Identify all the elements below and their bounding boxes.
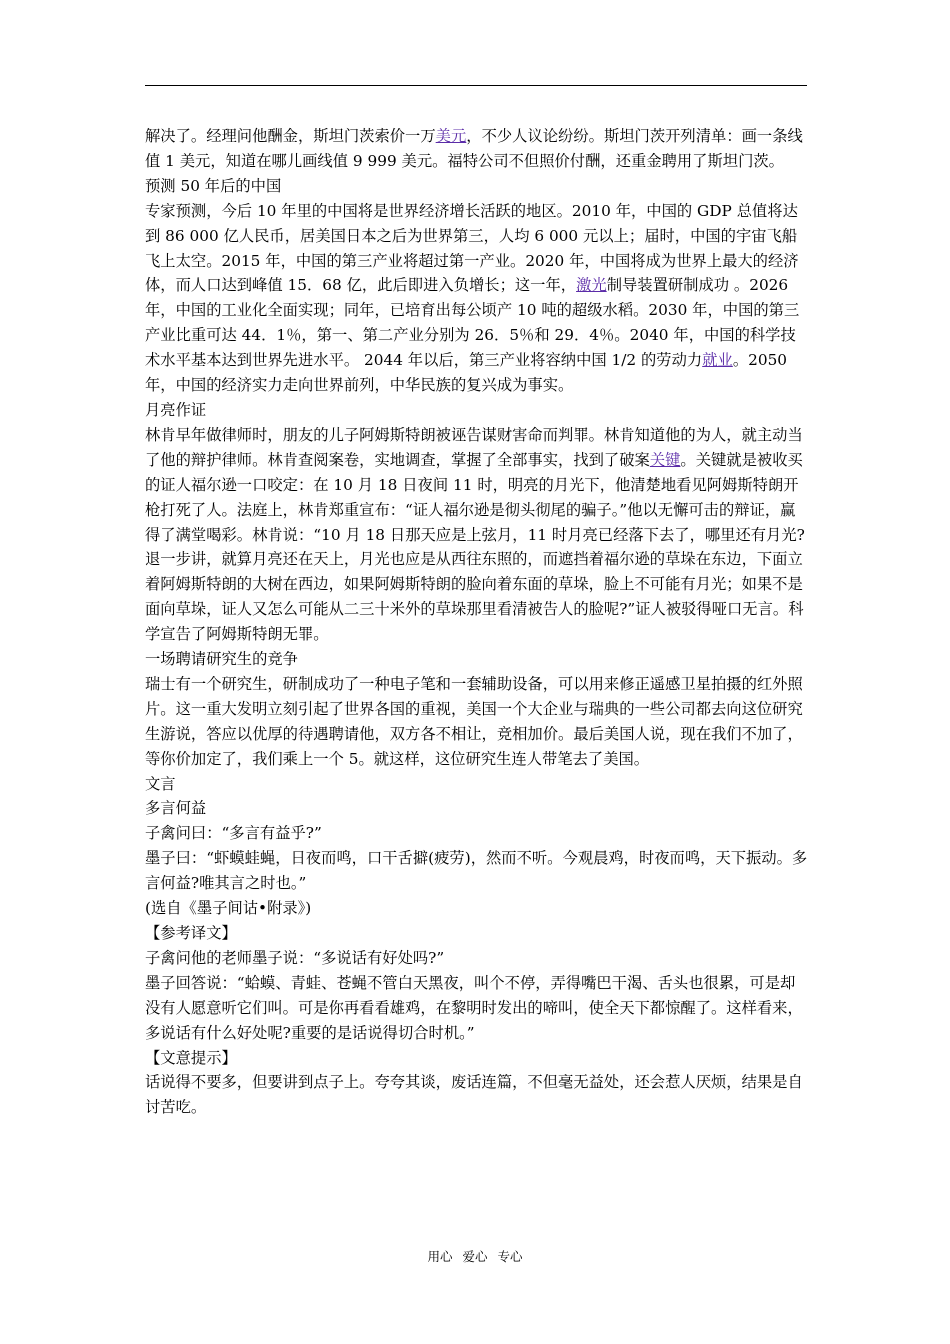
paragraph-moon-witness: 林肯早年做律师时，朋友的儿子阿姆斯特朗被诬告谋财害命而判罪。林肯知道他的为人，就主动当了他的辩护律师。林肯查阅案卷，实地调查，掌握了全部事实，找到了破案关键。关键就是被收买的证人福尔逊一口咬定：在 10 月 18 日夜间 11 时，明亮的月光下，他清楚地看见阿姆斯特朗开枪打死了人。法庭上，林肯郑重宣布：“证人福尔逊是彻头彻尾的骗子。”他以无懈可击的辩证，赢得了满堂喝彩。林肯说：“10 月 18 日那天应是上弦月，11 时月亮已经落下去了，哪里还有月光?退一步讲，就算月亮还在天上，月光也应是从西往东照的，而遮挡着福尔逊的草垛在东边，下面立着阿姆斯特朗的大树在西边，如果阿姆斯特朗的脸向着东面的草垛，脸上不可能有月光；如果不是面向草垛，证人又怎么可能从二三十米外的草垛那里看清被告人的脸呢?”证人被驳得哑口无言。科学宣告了阿姆斯特朗无罪。 xyxy=(145,425,805,644)
paragraph-source: (选自《墨子间诂•附录》) xyxy=(145,899,312,918)
paragraph-mozi-answer: 墨子曰：“虾蟆蛙蝇，日夜而鸣，口干舌擗(疲劳)，然而不听。今观晨鸡，时夜而鸣，天下振动。多言何益?唯其言之时也。” xyxy=(145,849,808,893)
paragraph-meaning: 话说得不要多，但要讲到点子上。夸夸其谈，废话连篇，不但毫无益处，还会惹人厌烦，结果是自讨苦吃。 xyxy=(145,1073,803,1117)
paragraph-graduate-competition: 瑞士有一个研究生，研制成功了一种电子笔和一套辅助设备，可以用来修正遥感卫星拍摄的红外照片。这一重大发明立刻引起了世界各国的重视，美国一个大企业与瑞典的一些公司都去向这位研究生游说，答应以优厚的待遇聘请他，双方各不相让，竞相加价。最后美国人说，现在我们不加了，等你价加定了，我们乘上一个 5。就这样，这位研究生连人带笔去了美国。 xyxy=(145,674,803,768)
paragraph-china-forecast: 专家预测，今后 10 年里的中国将是世界经济增长活跃的地区。2010 年，中国的 GDP 总值将达到 86 000 亿人民币，居美国日本之后为世界第三，人均 6 000 元以上；届时，中国的宇宙飞船飞上太空。2015 年，中国的第三产业将超过第一产业。2020 年，中国将成为世界上最大的经济体，而人口达到峰值 15．68 亿，此后即进入负增长；这一年，激光制导装置研制成功 。2026 年，中国的工业化全面实现；同年，已培育出每公顷产 10 吨的超级水稻。2030 年，中国的第三产业比重可达 44．1％，第一、第二产业分别为 26．5％和 29．4％。2040 年，中国的科学技术水平基本达到世界先进水平。 2044 年以后，第三产业将容纳中国 1/2 的劳动力就业。2050 年，中国的经济实力走向世界前列，中华民族的复兴成为事实。 xyxy=(145,201,800,395)
heading-meaning: 【文意提示】 xyxy=(145,1048,237,1067)
link-dollar[interactable]: 美元 xyxy=(435,127,467,145)
heading-china-forecast: 预测 50 年后的中国 xyxy=(145,176,282,195)
header-rule xyxy=(145,85,807,86)
heading-translation: 【参考译文】 xyxy=(145,924,237,942)
link-employment[interactable]: 就业 xyxy=(702,351,733,370)
paragraph-steinmetz: 解决了。经理问他酬金，斯坦门茨索价一万美元，不少人议论纷纷。斯坦门茨开列清单：画一条线值 1 美元，知道在哪儿画线值 9 999 美元。福特公司不但照价付酬，还重金聘用了斯坦门茨。 xyxy=(145,127,803,170)
paragraph-ziqin-question: 子禽问曰：“多言有益乎?” xyxy=(145,824,322,843)
heading-classical: 文言 xyxy=(145,774,176,793)
link-key[interactable]: 关键 xyxy=(649,450,681,469)
heading-duoyan: 多言何益 xyxy=(145,799,207,818)
document-body xyxy=(145,124,810,1120)
heading-graduate-competition: 一场聘请研究生的竞争 xyxy=(145,650,298,669)
paragraph-translation-answer: 墨子回答说：“蛤蟆、青蛙、苍蝇不管白天黑夜，叫个不停，弄得嘴巴干渴、舌头也很累，可是却没有人愿意听它们叫。可是你再看看雄鸡，在黎明时发出的啼叫，使全天下都惊醒了。这样看来，多说话有什么好处呢?重要的是话说得切合时机。” xyxy=(145,973,803,1042)
paragraph-translation-question: 子禽问他的老师墨子说：“多说话有好处吗?” xyxy=(145,948,445,967)
page-footer: 用心 爱心 专心 xyxy=(427,1249,523,1264)
link-laser[interactable]: 激光 xyxy=(576,276,607,295)
heading-moon-witness: 月亮作证 xyxy=(145,400,207,419)
